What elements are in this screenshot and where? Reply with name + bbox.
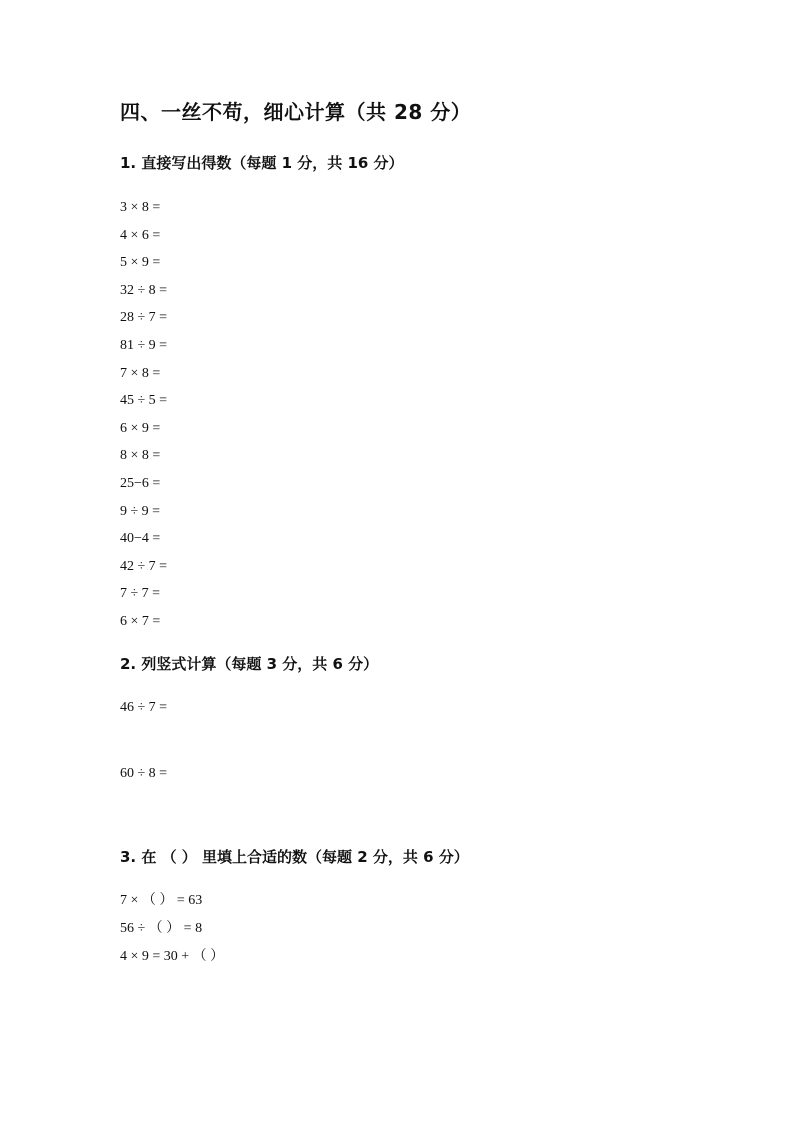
problem-item: 6 × 9 =: [120, 420, 161, 436]
problem-item: 45 ÷ 5 =: [120, 393, 168, 409]
problem-item: 4 × 6 =: [120, 227, 161, 243]
problem-item: 56 ÷ （ ） = 8: [120, 920, 203, 936]
problem-item: 9 ÷ 9 =: [120, 503, 161, 519]
problem-item: 81 ÷ 9 =: [120, 337, 168, 353]
problem-item: 6 × 7 =: [120, 613, 161, 629]
problem-item: 60 ÷ 8 =: [120, 766, 168, 781]
problem-item: 7 × 8 =: [120, 365, 161, 381]
problem-item: 3 × 8 =: [120, 200, 161, 215]
problem-item: 28 ÷ 7 =: [120, 310, 168, 326]
problem-item: 42 ÷ 7 =: [120, 558, 168, 574]
problem-item: 40−4 =: [120, 531, 161, 547]
question-1-title: 1. 直接写出得数（每题 1 分，共 16 分）: [120, 154, 404, 172]
question-2-list: [120, 700, 167, 832]
problem-item: 7 ÷ 7 =: [120, 586, 161, 602]
question-3-title: 3. 在 （ ） 里填上合适的数（每题 2 分，共 6 分）: [120, 848, 469, 866]
problem-item: 5 × 9 =: [120, 255, 161, 271]
problem-item: 32 ÷ 8 =: [120, 282, 168, 298]
question-1-list: [120, 200, 167, 642]
problem-item: 8 × 8 =: [120, 448, 161, 464]
question-2-title: 2. 列竖式计算（每题 3 分，共 6 分）: [120, 655, 379, 673]
problem-item: 25−6 =: [120, 475, 161, 491]
section-title: 四、一丝不苟，细心计算（共 28 分）: [120, 100, 472, 124]
question-3-list: [120, 893, 224, 976]
problem-item: 46 ÷ 7 =: [120, 700, 168, 715]
problem-item: 7 × （ ） = 63: [120, 893, 203, 908]
problem-item: 4 × 9 = 30 + （ ）: [120, 948, 225, 964]
